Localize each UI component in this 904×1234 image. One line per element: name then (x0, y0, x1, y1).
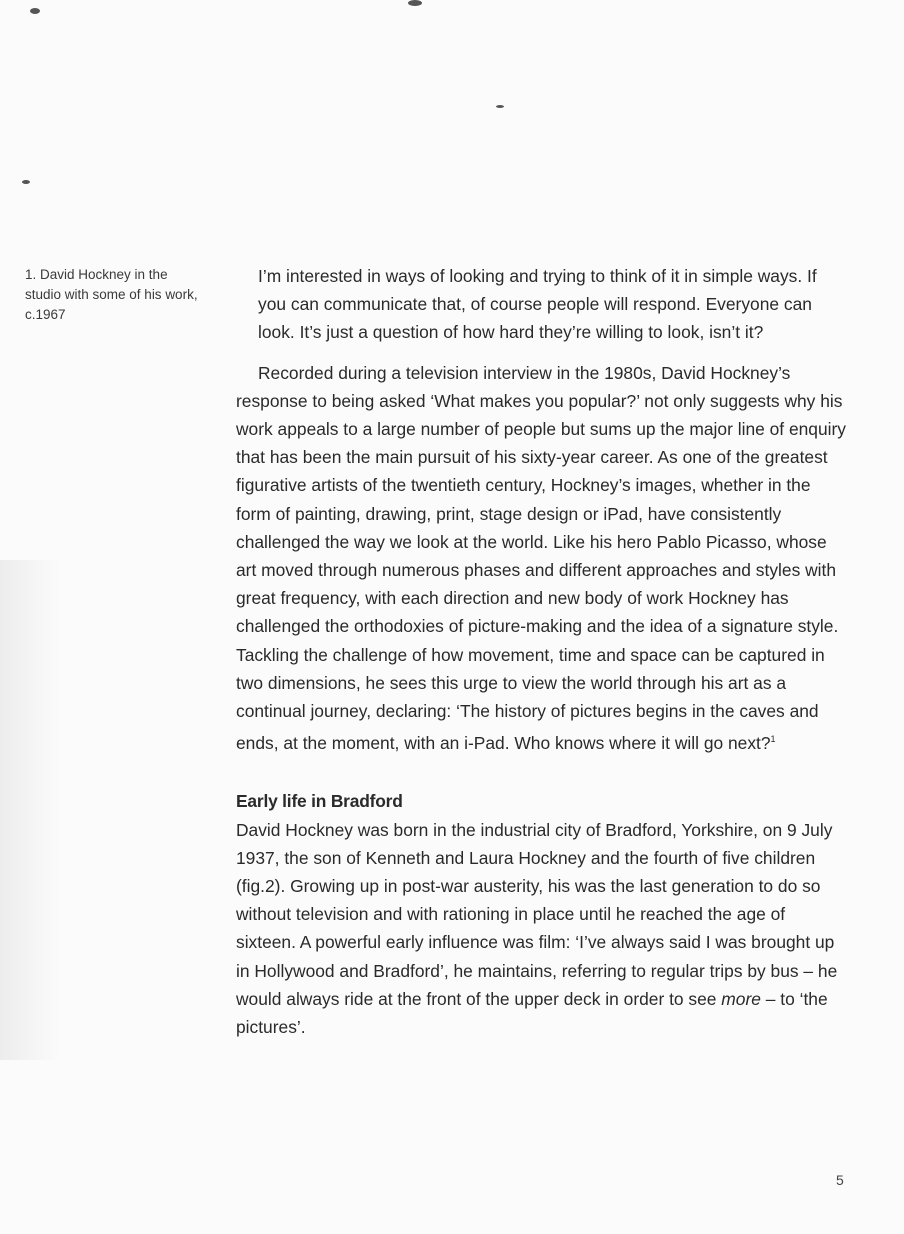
section-heading: Early life in Bradford (236, 791, 403, 812)
section-text-b: – to ‘the pictures’. (236, 988, 828, 1038)
figure-caption: 1. David Hockney in the studio with some of his work, c.1967 (25, 267, 198, 322)
emphasis-word: more (721, 988, 761, 1009)
ink-smudge (30, 8, 40, 14)
ink-smudge (408, 0, 422, 6)
intro-paragraph (236, 359, 846, 758)
ink-smudge (22, 180, 30, 184)
footnote-marker: 1 (770, 734, 776, 745)
intro-paragraph-text: Recorded during a television interview in the 1980s, David Hockney’s response to being asked ‘What makes you popular?’ not only suggests why his work appeals to a large number of people but sums up the major line of enquiry that has been the main pursuit of his sixty-year career. As one of the greatest figurative artists of the twentieth century, Hockney’s images, whether in the form of painting, drawing, print, stage design or iPad, have consistently challenged the way we look at the world. Like his hero Pablo Picasso, whose art moved through numerous phases and different approaches and styles with great frequency, with each direction and new body of work Hockney has challenged the orthodoxies of picture-making and the idea of a signature style. Tackling the challenge of how movement, time and space can be captured in two dimensions, he sees this urge to view the world through his art as a continual journey, declaring: ‘The history of pictures begins in the caves and ends, at the moment, with an i-Pad. Who knows where it will go next? (236, 362, 846, 754)
ink-smudge (496, 105, 504, 108)
page-number: 5 (836, 1172, 844, 1188)
section-paragraph (236, 816, 846, 1042)
section-text-a: David Hockney was born in the industrial city of Bradford, Yorkshire, on 9 July 1937, the son of Kenneth and Laura Hockney and the fourth of five children (fig.2). Growing up in post-war austerity, his was the last generation to do so without television and with rationing in place until he reached the age of sixteen. A powerful early influence was film: ‘I’ve always said I was brought up in Hollywood and Bradford’, he maintains, referring to regular trips by bus – he would always ride at the front of the upper deck in order to see (236, 819, 838, 1009)
page-shadow (0, 560, 60, 1060)
body-text (236, 262, 846, 1041)
opening-quote: I’m interested in ways of looking and trying to think of it in simple ways. If you can communicate that, of course people will respond. Everyone can look. It’s just a question of how hard they’re willing to look, isn’t it? (258, 266, 817, 343)
